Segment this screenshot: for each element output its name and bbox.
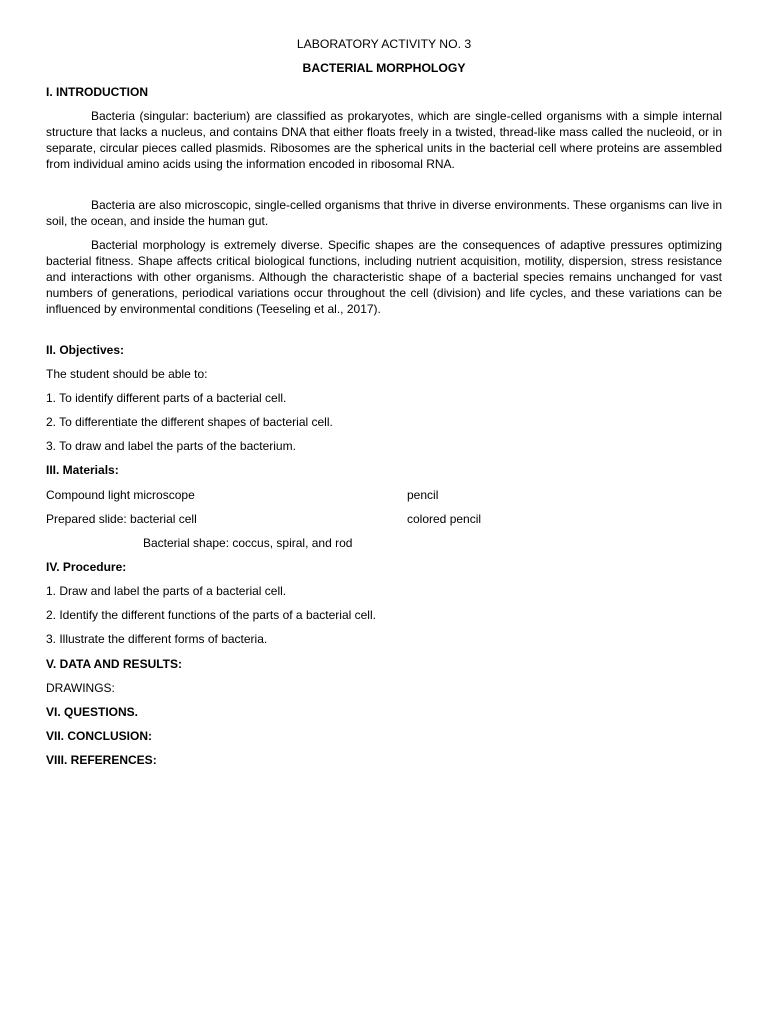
document-title: LABORATORY ACTIVITY NO. 3 — [296, 37, 472, 51]
material-item: pencil — [407, 488, 439, 502]
questions-heading: VI. QUESTIONS. — [46, 705, 139, 719]
procedure-item: 1. Draw and label the parts of a bacterial cell. — [46, 584, 287, 598]
introduction-paragraph-1: Bacteria (singular: bacterium) are classified as prokaryotes, which are single-celled organisms with a simple internal structure that lacks a nucleus, and contains DNA that either floats freely in a twisted, thread-like mass called the nucleoid, or in separate, circular pieces called plasmids. Ribosomes are the spherical units in the bacterial cell where proteins are assembled from individual amino acids using the information encoded in ribosomal RNA. — [46, 109, 722, 172]
objective-item: 1. To identify different parts of a bacterial cell. — [46, 391, 287, 405]
conclusion-heading: VII. CONCLUSION: — [46, 729, 153, 743]
introduction-paragraph-2: Bacteria are also microscopic, single-celled organisms that thrive in diverse environments. These organisms can live in soil, the ocean, and inside the human gut. — [46, 198, 722, 229]
objectives-intro: The student should be able to: — [46, 367, 208, 381]
introduction-paragraph-3: Bacterial morphology is extremely diverse. Specific shapes are the consequences of adaptive pressures optimizing bacterial fitness. Shape affects critical biological functions, including nutrient acquisition, motility, dispersion, stress resistance and interactions with other organisms. Although the characteristic shape of a bacterial species remains unchanged for vast numbers of generations, periodical variations occur throughout the cell (division) and life cycles, and these variations can be influenced by environmental conditions (Teeseling et al., 2017). — [46, 238, 722, 317]
material-item: colored pencil — [407, 512, 482, 526]
procedure-item: 3. Illustrate the different forms of bacteria. — [46, 632, 268, 646]
objective-item: 2. To differentiate the different shapes of bacterial cell. — [46, 415, 333, 429]
material-item: Prepared slide: bacterial cell — [46, 512, 197, 526]
introduction-heading: I. INTRODUCTION — [46, 85, 148, 99]
data-results-heading: V. DATA AND RESULTS: — [46, 657, 183, 671]
material-subitem: Bacterial shape: coccus, spiral, and rod — [143, 536, 353, 550]
material-item: Compound light microscope — [46, 488, 195, 502]
procedure-heading: IV. Procedure: — [46, 560, 127, 574]
objectives-heading: II. Objectives: — [46, 343, 125, 357]
materials-heading: III. Materials: — [46, 463, 119, 477]
procedure-item: 2. Identify the different functions of the parts of a bacterial cell. — [46, 608, 376, 622]
document-subtitle: BACTERIAL MORPHOLOGY — [302, 61, 466, 75]
objective-item: 3. To draw and label the parts of the bacterium. — [46, 439, 296, 453]
references-heading: VIII. REFERENCES: — [46, 753, 157, 767]
document-page — [46, 0, 722, 1024]
drawings-label: DRAWINGS: — [46, 681, 115, 695]
